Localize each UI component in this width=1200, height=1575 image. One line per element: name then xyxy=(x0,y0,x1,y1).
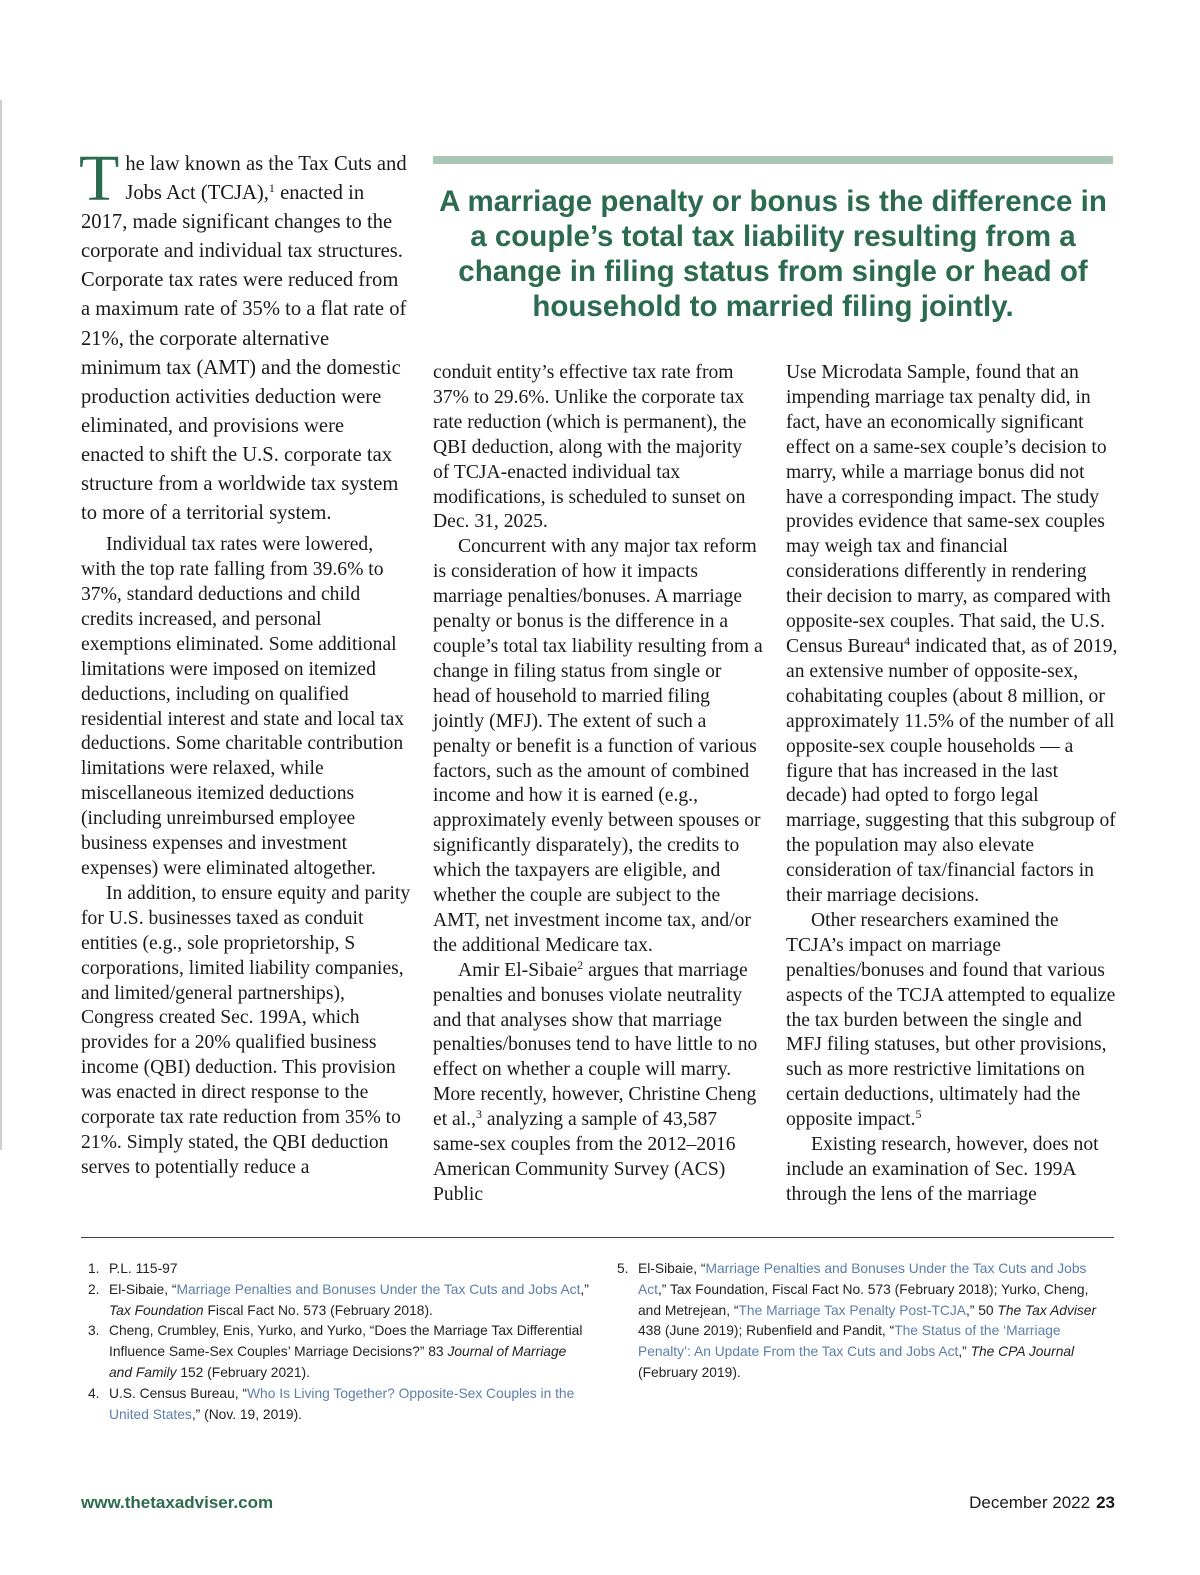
left-margin-rule xyxy=(0,100,2,1150)
footnote-2: 2. El-Sibaie, “Marriage Penalties and Bonuses Under the Tax Cuts and Jobs Act,” Tax Foundation Fiscal Fact No. 573 (February 2018). xyxy=(88,1281,589,1318)
paragraph: Existing research, however, does not include an examination of Sec. 199A through the lens of the marriage xyxy=(786,1134,1099,1205)
paragraph: Individual tax rates were lowered, with the top rate falling from 39.6% to 37%, standard deductions and child credits increased, and personal exemptions eliminated. Some additional limitations were imposed on itemized deductions, including on qualified residential interest and state and local tax deductions. Some charitable contribution limitations were relaxed, while miscellaneous itemized deductions (including unreimbursed employee business expenses and investment expenses) were eliminated altogether. xyxy=(81,534,405,879)
footnote-ref-3[interactable]: 3 xyxy=(475,1107,482,1122)
paragraph: Amir El-Sibaie$^2$ argues that marriage penalties and bonuses violate neutrality and that analyses show that marriage penalties/bonuses tend to have little to no effect on whether a couple will marry. More recently, however, Christine Cheng et al.,$^3$ analyzing a sample of 43,587 same-sex couples from the 2012–2016 American Community Survey (ACS) Public xyxy=(433,957,758,1205)
footnote-ref-1[interactable]: 1 xyxy=(268,181,275,196)
footnotes-right xyxy=(617,1259,1114,1384)
footnote-5: 5. El-Sibaie, “Marriage Penalties and Bonuses Under the Tax Cuts and Jobs Act,” Tax Foundation, Fiscal Fact No. 573 (February 2018); Yurko, Cheng, and Metrejean, “The Marriage Tax Penalty Post-TCJA,” 50 The Tax Adviser 438 (June 2019); Rubenfield and Pandit, “The Status of the ‘Marriage Penalty’: An Update From the Tax Cuts and Jobs Act,” The CPA Journal (February 2019). xyxy=(617,1261,1097,1380)
footnote-link[interactable]: Marriage Penalties and Bonuses Under the Tax Cuts and Jobs Act xyxy=(638,1261,1087,1297)
pull-quote-bar xyxy=(433,156,1113,164)
website-url[interactable]: www.thetaxadviser.com xyxy=(81,1493,274,1512)
footnote-link[interactable]: Who Is Living Together? Opposite-Sex Couples in the United States xyxy=(109,1385,575,1422)
footnote-ref-4[interactable]: 4 xyxy=(904,633,911,648)
page-number: 23 xyxy=(1096,1493,1115,1512)
footnote-divider xyxy=(81,1237,1114,1238)
footnote-link[interactable]: The Marriage Tax Penalty Post-TCJA xyxy=(738,1302,966,1318)
issue-date: December 2022 xyxy=(969,1493,1091,1512)
drop-cap: T xyxy=(79,142,120,215)
page-folio xyxy=(969,1493,1115,1513)
footnote-4: 4. U.S. Census Bureau, “Who Is Living Together? Opposite-Sex Couples in the United States,” (Nov. 19, 2019). xyxy=(88,1385,575,1422)
article-column-3 xyxy=(786,361,1118,1208)
lead-paragraph: The law known as the Tax Cuts and Jobs Act (TCJA),$^1$ enacted in 2017, made significant changes to the corporate and individual tax structures. Corporate tax rates were reduced from a maximum rate of 35% to a flat rate of 21%, the corporate alternative minimum tax (AMT) and the domestic production activities deduction were eliminated, and provisions were enacted to shift the U.S. corporate tax structure from a worldwide tax system to more of a territorial system. xyxy=(79,142,407,525)
footnote-link[interactable]: Marriage Penalties and Bonuses Under the Tax Cuts and Jobs Act xyxy=(176,1281,581,1297)
pull-quote: A marriage penalty or bonus is the difference in a couple’s total tax liability resulting from a change in filing status from single or head of household to married filing jointly. xyxy=(439,185,1107,323)
paragraph: Use Microdata Sample, found that an impending marriage tax penalty did, in fact, have an economically significant effect on a same-sex couple’s decision to marry, while a marriage bonus did not have a corresponding impact. The study provides evidence that same-sex couples may weigh tax and financial considerations differently in rendering their decision to marry, as compared with opposite-sex couples. That said, the U.S. Census Bureau$^4$ indicated that, as of 2019, an extensive number of opposite-sex, cohabitating couples (about 8 million, or approximately 11.5% of the number of all opposite-sex couple households — a figure that has increased in the last decade) had opted to forgo legal marriage, suggesting that this subgroup of the population may also elevate consideration of tax/financial factors in their marriage decisions. xyxy=(786,362,1118,907)
paragraph: In addition, to ensure equity and parity for U.S. businesses taxed as conduit entities (e.g., sole proprietorship, S corporations, limited liability companies, and limited/general partnerships), Congress created Sec. 199A, which provides for a 20% qualified business income (QBI) deduction. This provision was enacted in direct response to the corporate tax rate reduction from 35% to 21%. Simply stated, the QBI deduction serves to potentially reduce a xyxy=(81,882,411,1178)
footnote-1: 1. P.L. 115-97 xyxy=(88,1261,178,1276)
paragraph: Other researchers examined the TCJA’s impact on marriage penalties/bonuses and found that various aspects of the TCJA attempted to equalize the tax burden between the single and MFJ filing statuses, but other provisions, such as more restrictive limitations on certain deductions, ultimately had the opposite impact.$^5$ xyxy=(786,909,1116,1131)
paragraph: Concurrent with any major tax reform is consideration of how it impacts marriage penalties/bonuses. A marriage penalty or bonus is the difference in a couple’s total tax liability resulting from a change in filing status from single or head of household to married filing jointly (MFJ). The extent of such a penalty or benefit is a function of various factors, such as the amount of combined income and how it is earned (e.g., approximately evenly between spouses or significantly disparately), the credits to which the taxpayers are eligible, and whether the couple are subject to the AMT, net investment income tax, and/or the additional Medicare tax. xyxy=(433,536,763,956)
paragraph: conduit entity’s effective tax rate from 37% to 29.6%. Unlike the corporate tax rate reduction (which is permanent), the QBI deduction, along with the majority of TCJA-enacted individual tax modifications, is scheduled to sunset on Dec. 31, 2025. xyxy=(433,362,747,533)
footnote-ref-5[interactable]: 5 xyxy=(915,1107,922,1122)
article-column-2 xyxy=(433,361,763,1208)
footnotes-left xyxy=(88,1259,593,1425)
footnote-3: 3. Cheng, Crumbley, Enis, Yurko, and Yurko, “Does the Marriage Tax Differential Influence Same-Sex Couples’ Marriage Decisions?” 83 Journal of Marriage and Family 152 (February 2021). xyxy=(88,1323,583,1380)
footnote-ref-2[interactable]: 2 xyxy=(577,957,584,972)
article-column-1 xyxy=(79,142,411,1181)
footnote-link[interactable]: The Status of the ‘Marriage Penalty’: An Update From the Tax Cuts and Jobs Act xyxy=(638,1323,1061,1360)
